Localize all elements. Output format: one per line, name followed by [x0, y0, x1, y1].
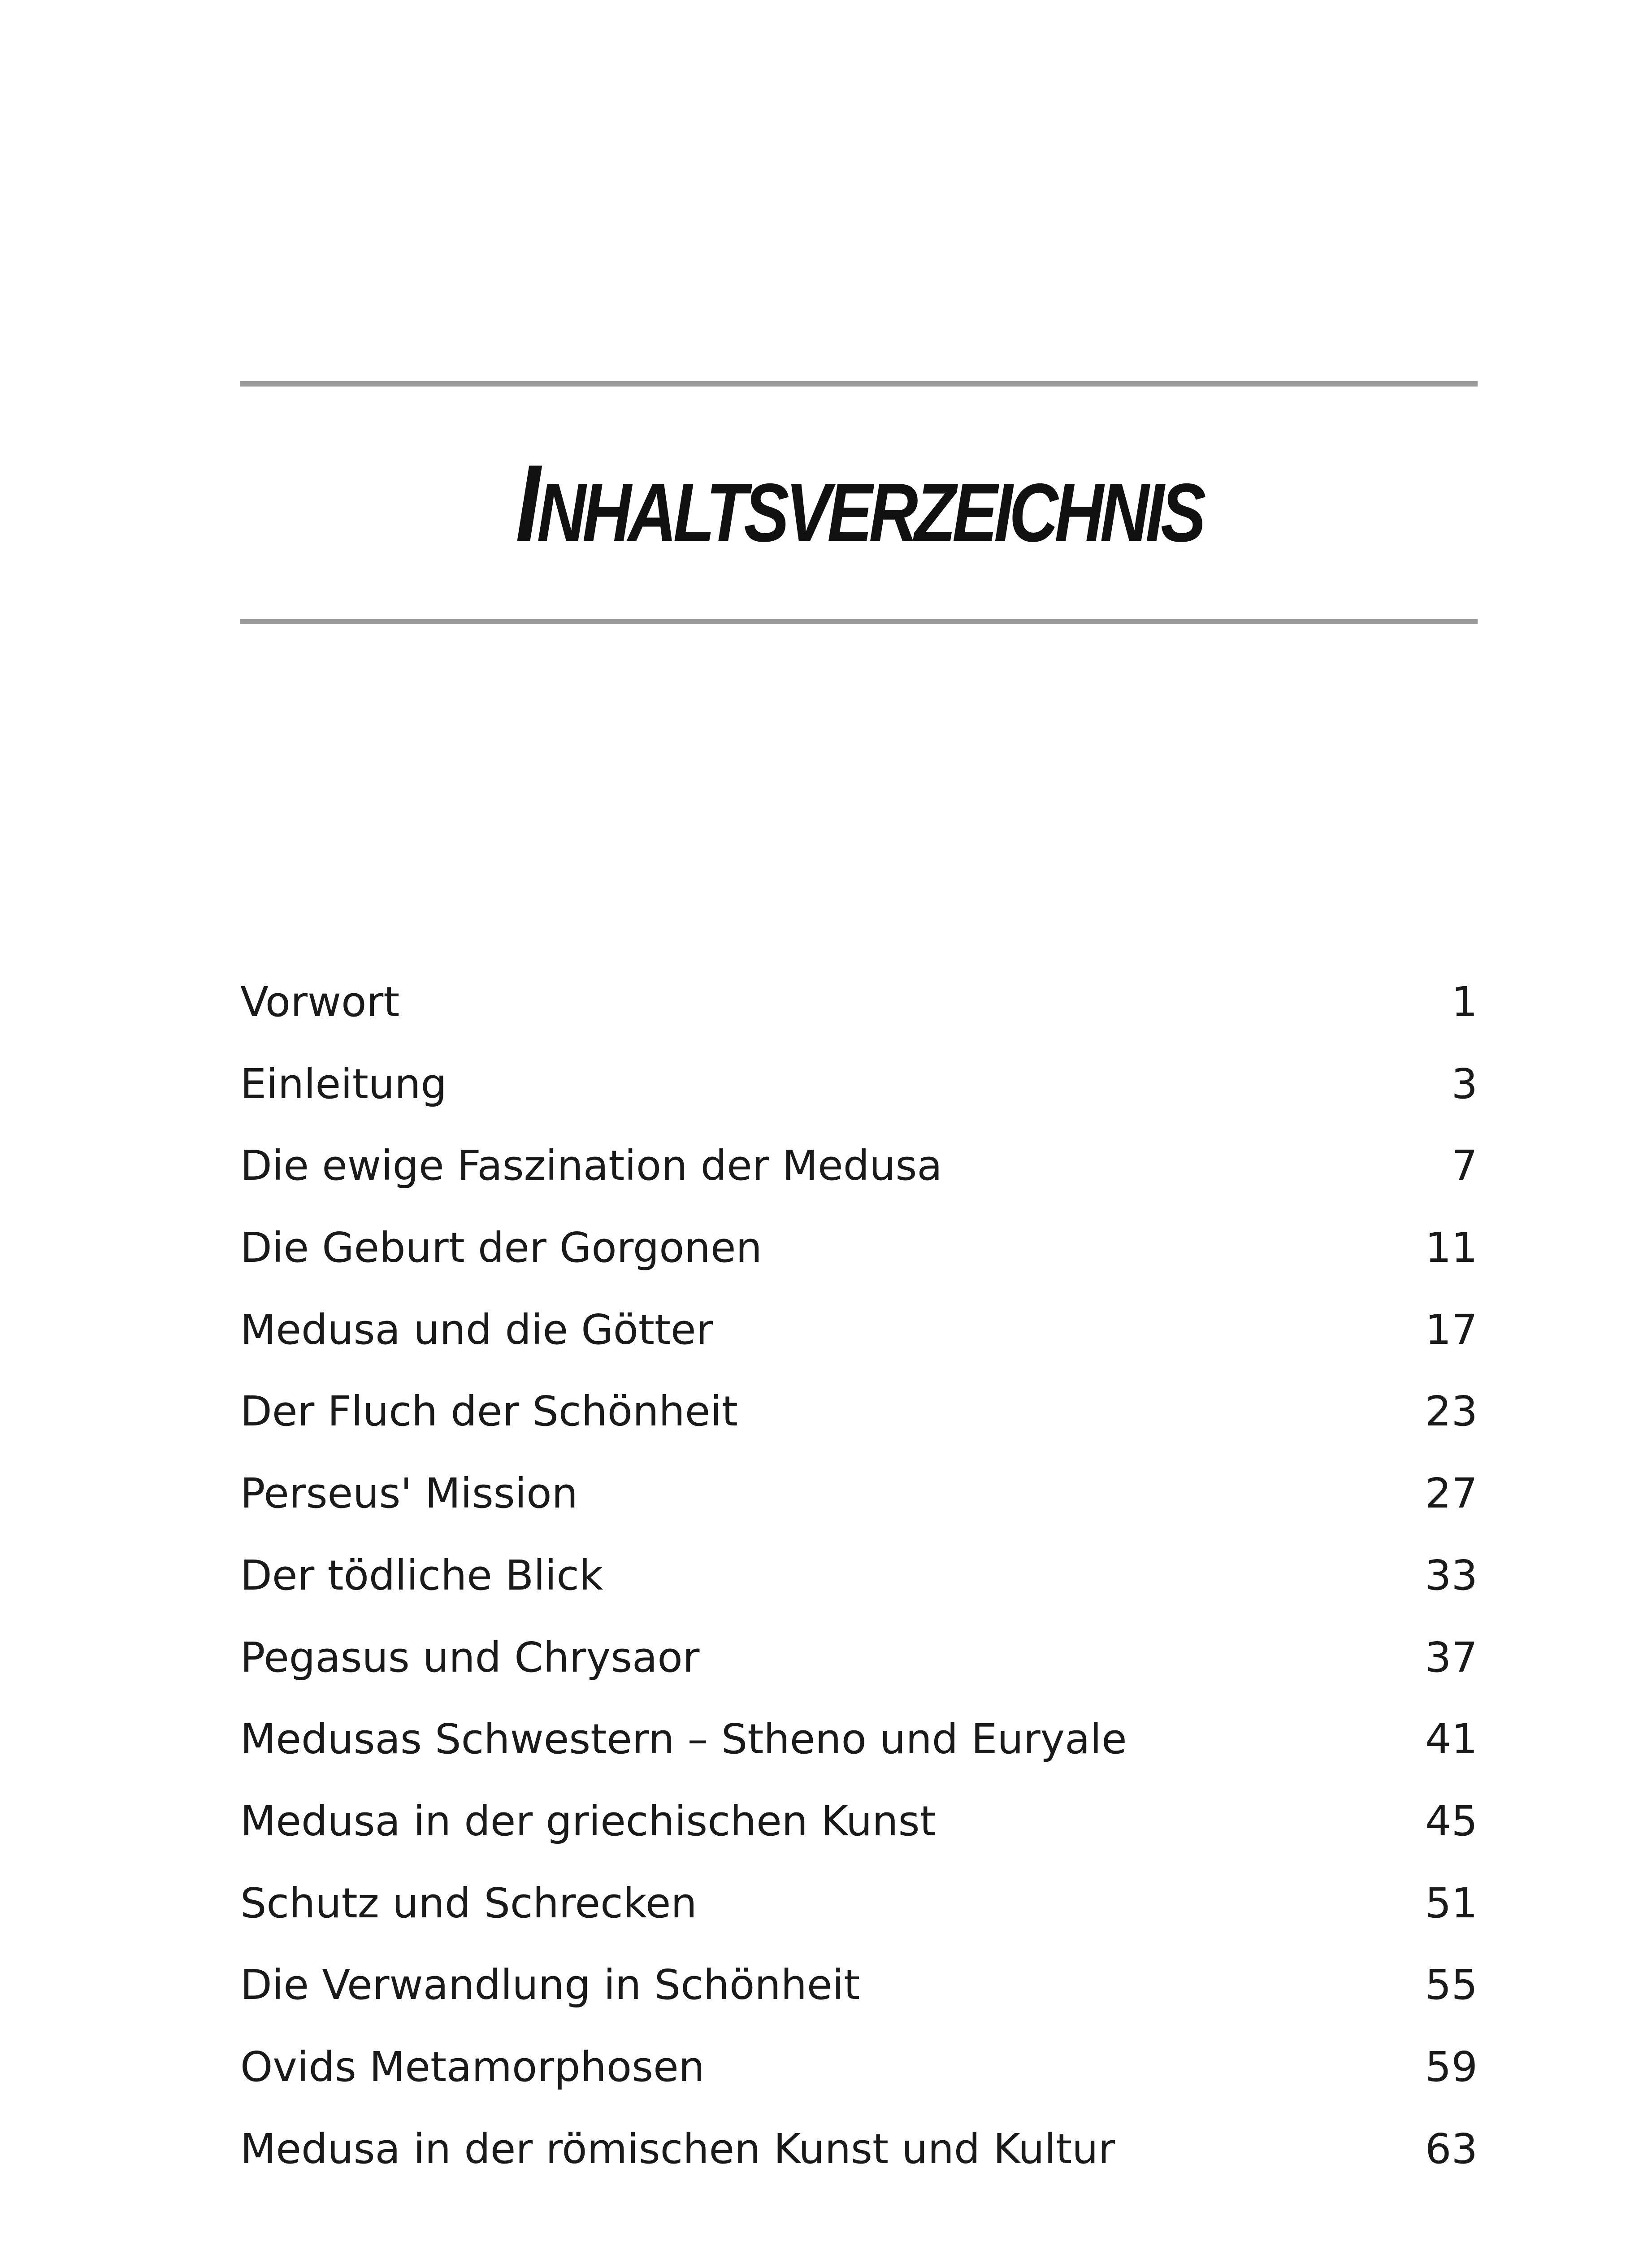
title-rule-bottom: [240, 619, 1478, 624]
toc-entry[interactable]: [240, 975, 1478, 1057]
title-rule-top: [240, 381, 1478, 387]
toc-entry-title: Medusa in der griechischen Kunst: [240, 1797, 936, 1845]
toc-entry-title: Medusa und die Götter: [240, 1305, 713, 1354]
toc-entry-title: Einleitung: [240, 1060, 447, 1108]
toc-entry[interactable]: [240, 1057, 1478, 1139]
toc-entry-page: 23: [1425, 1387, 1478, 1436]
toc-entry[interactable]: [240, 1794, 1478, 1877]
toc-entry[interactable]: [240, 1467, 1478, 1549]
toc-entry[interactable]: [240, 1712, 1478, 1794]
toc-entry-page: 59: [1425, 2042, 1478, 2091]
toc-entry-page: 33: [1425, 1551, 1478, 1599]
toc-entry-title: Die ewige Faszination der Medusa: [240, 1142, 942, 1190]
toc-entry[interactable]: [240, 1877, 1478, 1959]
toc-entry[interactable]: [240, 2122, 1478, 2204]
toc-entry-page: 11: [1425, 1224, 1478, 1272]
toc-entry[interactable]: [240, 1221, 1478, 1303]
toc-entry-page: 7: [1451, 1142, 1478, 1190]
toc-entry-title: Der Fluch der Schönheit: [240, 1387, 738, 1436]
toc-entry-page: 51: [1425, 1879, 1478, 1927]
toc-entry-page: 45: [1425, 1797, 1478, 1845]
toc-entry-title: Perseus' Mission: [240, 1469, 578, 1518]
toc-entry-page: 17: [1425, 1305, 1478, 1354]
toc-entry-page: 41: [1425, 1715, 1478, 1764]
toc-entry-title: Pegasus und Chrysaor: [240, 1633, 700, 1682]
toc-entry-page: 55: [1425, 1961, 1478, 2009]
page-title: [351, 442, 1366, 565]
page-title-initial: I: [515, 442, 537, 565]
toc-entry-title: Der tödliche Blick: [240, 1551, 603, 1599]
toc-entry-title: Die Geburt der Gorgonen: [240, 1224, 762, 1272]
toc-entry-title: Schutz und Schrecken: [240, 1879, 697, 1927]
toc-entry-title: Die Verwandlung in Schönheit: [240, 1961, 860, 2009]
toc-entry-page: 37: [1425, 1633, 1478, 1682]
toc-entry[interactable]: [240, 1631, 1478, 1713]
toc-entry-page: 63: [1425, 2125, 1478, 2173]
toc-entry[interactable]: [240, 2040, 1478, 2122]
toc-entry[interactable]: [240, 1549, 1478, 1631]
toc-entry[interactable]: [240, 1958, 1478, 2040]
toc-entry-title: Medusas Schwestern – Stheno und Euryale: [240, 1715, 1127, 1764]
toc-entry-title: Medusa in der römischen Kunst und Kultur: [240, 2125, 1115, 2173]
toc-entry-title: Vorwort: [240, 978, 400, 1026]
toc-entry-title: Ovids Metamorphosen: [240, 2042, 705, 2091]
toc-entry-page: 1: [1451, 978, 1478, 1026]
toc-entry[interactable]: [240, 1139, 1478, 1221]
table-of-contents: [240, 975, 1478, 2204]
toc-entry-page: 3: [1451, 1060, 1478, 1108]
page-title-rest: NHALTSVERZEICHNIS: [537, 467, 1203, 559]
toc-entry[interactable]: [240, 1303, 1478, 1385]
toc-entry-page: 27: [1425, 1469, 1478, 1518]
toc-entry[interactable]: [240, 1385, 1478, 1467]
